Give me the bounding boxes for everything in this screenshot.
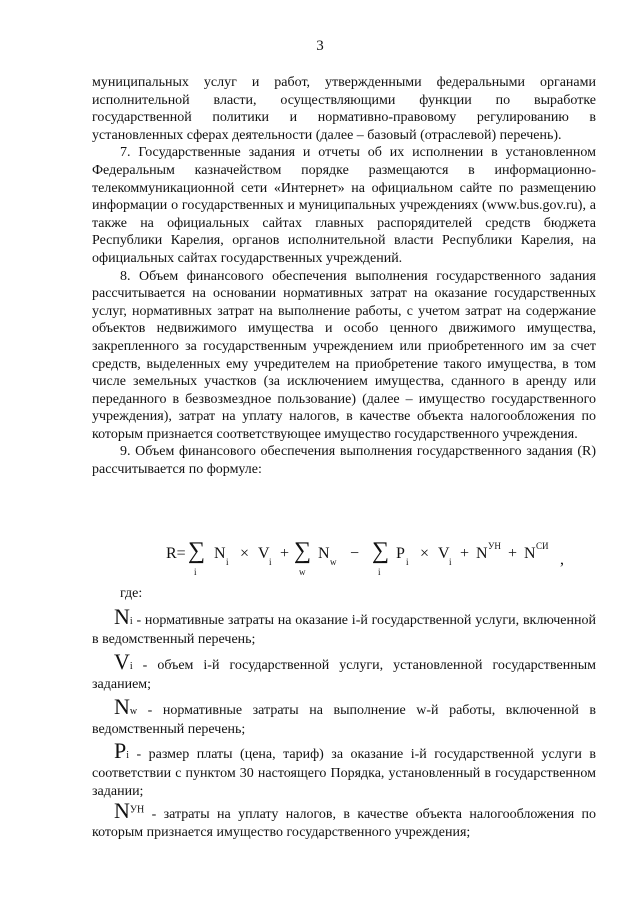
- definition-symbol-sub: i: [126, 750, 130, 761]
- formula-comma: ,: [560, 551, 564, 568]
- definition-v-i: [92, 651, 596, 694]
- formula-sum-1: ∑: [188, 538, 206, 564]
- definition-symbol: N: [114, 604, 130, 629]
- definition-n-w: [92, 696, 596, 739]
- formula-n-un-sup: УН: [488, 541, 501, 551]
- formula-times-1: ×: [240, 545, 250, 562]
- definition-text: - нормативные затраты на выполнение w-й работы, включенной в ведомственный перечень;: [92, 703, 596, 737]
- definition-text: - объем i-й государственной услуги, установленной государственным заданием;: [92, 658, 596, 692]
- paragraph-9: 9. Объем финансового обеспечения выполнения государственного задания (R) рассчитывается по формуле:: [92, 444, 596, 478]
- definition-symbol: P: [114, 738, 127, 763]
- formula-sum-2: ∑: [294, 538, 312, 564]
- definition-symbol-sub: i: [129, 661, 133, 672]
- formula-sum-2-index: w: [299, 567, 306, 577]
- definition-symbol-sub: w: [129, 706, 138, 717]
- definition-text: - размер платы (цена, тариф) за оказание i-й государственной услуги в соответствии с пунктом 30 настоящего Порядка, установленный в государственном задании;: [92, 747, 596, 799]
- formula-sum-3-index: i: [378, 567, 381, 577]
- formula-sum-1-index: i: [194, 567, 197, 577]
- formula-p-sub: i: [406, 557, 409, 567]
- definition-n-un: [92, 800, 596, 842]
- cost-formula: [160, 535, 620, 585]
- formula-lhs: R=: [166, 545, 186, 562]
- formula-nw-sub: w: [330, 557, 337, 567]
- definition-p-i: [92, 740, 596, 800]
- formula-v2: V: [438, 545, 450, 562]
- formula-n: N: [214, 545, 226, 562]
- formula-n-un: N: [476, 545, 488, 562]
- body-text-top: [92, 74, 596, 479]
- formula-plus-2: +: [460, 545, 470, 562]
- paragraph-7: 7. Государственные задания и отчеты об их исполнении в установленном Федеральным казначейством порядке размещаются в информационно-телекоммуникационной сети «Интернет» на официальном сайте по размещению информации о государственных и муниципальных учреждениях (www.bus.gov.ru), а также на официальных сайтах главных распорядителей средств бюджета Республики Карелия, органов исполнительной власти Республики Карелия, на официальных сайтах государственных учреждений.: [92, 145, 596, 266]
- formula-times-2: ×: [420, 545, 430, 562]
- where-label: где:: [120, 586, 143, 601]
- formula-n-sub: i: [226, 557, 229, 567]
- definition-n-i: [92, 606, 596, 649]
- definition-text: - затраты на уплату налогов, в качестве объекта налогообложения по которым признается имущество государственного учреждения;: [92, 807, 596, 840]
- formula-p: P: [396, 545, 405, 562]
- definition-symbol: V: [114, 649, 130, 674]
- definition-symbol-sup: УН: [129, 804, 145, 816]
- formula-n-si: N: [524, 545, 536, 562]
- paragraph-continuation: муниципальных услуг и работ, утвержденными федеральными органами исполнительной власти, осуществляющими функции по выработке государственной политики и нормативно-правовому регулированию в установленных сферах деятельности (далее – базовый (отраслевой) перечень).: [92, 75, 596, 143]
- formula-v: V: [258, 545, 270, 562]
- definition-symbol: N: [114, 694, 130, 719]
- formula-n-si-sup: СИ: [536, 541, 549, 551]
- formula-v-sub: i: [269, 557, 272, 567]
- definition-text: - нормативные затраты на оказание i-й государственной услуги, включенной в ведомственный перечень;: [92, 613, 596, 647]
- formula-minus: −: [350, 545, 360, 562]
- definition-symbol-sub: i: [129, 616, 133, 627]
- definition-symbol: N: [114, 798, 130, 823]
- formula-nw: N: [318, 545, 330, 562]
- paragraph-8: 8. Объем финансового обеспечения выполнения государственного задания рассчитывается на основании нормативных затрат на оказание государственных услуг, нормативных затрат на выполнение работы, с учетом затрат на содержание объектов недвижимого имущества и особо ценного движимого имущества, закрепленного за государственным учреждением или приобретенного им за счет средств, выделенных ему учредителем на приобретение такого имущества, в том числе земельных участков (за исключением имущества, сданного в аренду или переданного в безвозмездное пользование) (далее – имущество государственного учреждения), затрат на уплату налогов, в качестве объекта налогообложения по которым признается соответствующее имущество государственного учреждения.: [92, 268, 596, 442]
- formula-plus-3: +: [508, 545, 518, 562]
- formula-v2-sub: i: [449, 557, 452, 567]
- formula-sum-3: ∑: [372, 538, 390, 564]
- formula-plus-1: +: [280, 545, 290, 562]
- page-number: 3: [316, 38, 324, 54]
